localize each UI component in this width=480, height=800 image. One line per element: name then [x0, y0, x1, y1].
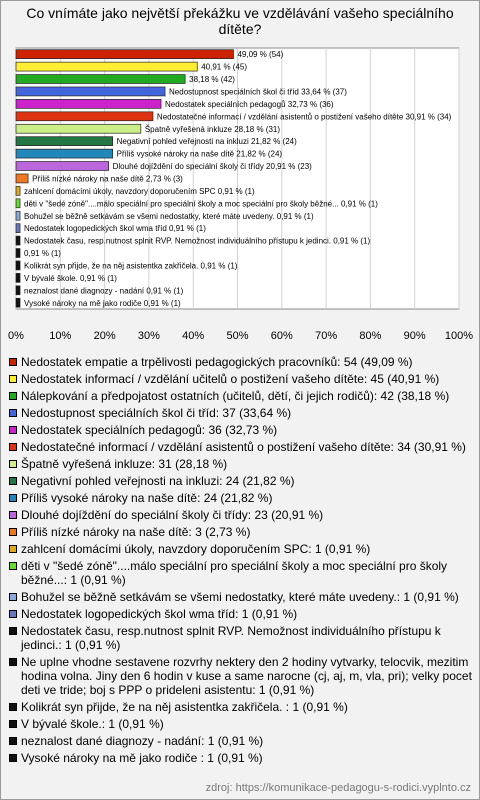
- bar: [16, 174, 28, 183]
- legend-swatch: [9, 426, 17, 434]
- x-tick-label: 80%: [359, 330, 382, 342]
- bar: [16, 99, 161, 108]
- bar-value-label: Příliš nízké nároky na naše dítě 2,73 % (3): [32, 174, 183, 184]
- legend-item: [9, 423, 475, 437]
- x-tick-label: 50%: [226, 330, 249, 342]
- bar: [16, 224, 20, 233]
- bar: [16, 249, 20, 258]
- legend-item: [9, 751, 475, 765]
- legend-swatch: [9, 358, 17, 366]
- legend-item: [9, 372, 475, 386]
- bar-value-label: Vysoké nároky na mě jako rodiče 0,91 % (1): [24, 298, 181, 308]
- legend-swatch: [9, 460, 17, 468]
- bar-value-label: V bývalé škole. 0,91 % (1): [24, 273, 117, 283]
- legend-swatch: [9, 562, 17, 570]
- bar: [16, 75, 185, 84]
- bar-value-label: Dlouhé dojíždění do speciální školy či třídy 20,91 % (23): [112, 162, 312, 172]
- legend-label: Nedostatek času, resp.nutnost splnit RVP. Nemožnost individuálního přístupu k jedinci.: 1 (0,91 %): [21, 624, 441, 652]
- legend-item: [9, 457, 475, 471]
- legend-label: Nedostatek logopedických škol wma tříd: 1 (0,91 %): [21, 607, 298, 621]
- bar-value-label: neznalost dané diagnozy - nadání 0,91 % (1): [24, 286, 184, 296]
- bar: [16, 87, 165, 96]
- legend-swatch: [9, 477, 17, 485]
- bar: [16, 236, 20, 245]
- x-tick-label: 30%: [137, 330, 160, 342]
- legend-swatch: [9, 593, 17, 601]
- bar-value-label: 40,91 % (45): [201, 62, 248, 72]
- bar-value-label: Nedostatek času, resp.nutnost splnit RVP. Nemožnost individuálního přístupu k jedinci. 0,91 % (1): [24, 236, 371, 246]
- legend-swatch: [9, 658, 17, 666]
- x-tick-label: 0%: [8, 330, 24, 342]
- legend-swatch: [9, 409, 17, 417]
- bar-value-label: Nedostupnost speciálních škol či tříd 33,64 % (37): [169, 87, 347, 97]
- legend-item: [9, 440, 475, 454]
- legend-item: [9, 590, 475, 604]
- bar-value-label: Nedostatečné informací / vzdělání asistentů o postižení vašeho dítěte 30,91 % (34): [156, 112, 452, 122]
- bar: [16, 62, 197, 71]
- legend-swatch: [9, 392, 17, 400]
- legend-label: Nedostatek speciálních pedagogů: 36 (32,73 %): [21, 423, 278, 437]
- legend-swatch: [9, 375, 17, 383]
- bar: [16, 199, 20, 208]
- legend-item: [9, 406, 475, 420]
- bar: [16, 211, 20, 220]
- x-tick-label: 100%: [444, 330, 474, 342]
- legend-item: [9, 700, 475, 714]
- chart-title: Co vnímáte jako největší překážku ve vzdělávání vašeho speciálního dítěte?: [26, 5, 454, 37]
- bar: [16, 273, 20, 282]
- bar: [16, 149, 113, 158]
- x-tick-label: 70%: [315, 330, 338, 342]
- legend-swatch: [9, 528, 17, 536]
- bar-value-label: Nedostatek logopedických škol wma tříd 0,91 % (1): [24, 224, 206, 234]
- bar: [16, 298, 20, 307]
- legend-label: Nálepkování a předpojatost ostatních (učitelů, dětí, či jejich rodičů): 42 (38,18 %): [21, 389, 450, 403]
- legend-label: Špatně vyřešená inkluze: 31 (28,18 %): [21, 457, 228, 471]
- legend-item: [9, 389, 475, 403]
- legend-item: [9, 542, 475, 556]
- legend-item: [9, 559, 475, 587]
- bar-chart-plot: [1, 1, 479, 353]
- legend-swatch: [9, 720, 17, 728]
- legend-label: Kolikrát syn přijde, že na něj asistentka zakřičela. : 1 (0,91 %): [21, 700, 348, 714]
- bar-value-label: Bohužel se běžně setkávám se všemi nedostatky, které máte uvedeny. 0,91 % (1): [24, 211, 314, 221]
- legend-swatch: [9, 511, 17, 519]
- x-tick-label: 60%: [270, 330, 293, 342]
- legend-label: Nedostupnost speciálních škol či tříd: 37 (33,64 %): [21, 406, 292, 420]
- legend-label: Příliš vysoké nároky na naše dítě: 24 (21,82 %): [21, 491, 273, 505]
- legend-label: Nedostatek empatie a trpělivosti pedagogických pracovníků: 54 (49,09 %): [21, 355, 413, 369]
- source-credit: zdroj: https://komunikace-pedagogu-s-rodici.vyplnto.cz: [205, 782, 471, 794]
- legend-label: děti v "šedé zóně"....málo speciální pro speciální školy a moc speciální pro školy běžné...: 1 (0,91 %): [21, 559, 448, 587]
- legend-item: [9, 607, 475, 621]
- legend-label: Nedostatečné informací / vzdělání asistentů o postižení vašeho dítěte: 34 (30,91 %): [21, 440, 466, 454]
- legend-swatch: [9, 737, 17, 745]
- bar: [16, 137, 113, 146]
- x-tick-label: 10%: [49, 330, 72, 342]
- legend-swatch: [9, 627, 17, 635]
- bar-value-label: 49,09 % (54): [237, 50, 284, 60]
- legend-item: [9, 474, 475, 488]
- legend-label: V bývalé škole.: 1 (0,91 %): [21, 717, 164, 731]
- legend-swatch: [9, 443, 17, 451]
- bar-value-label: Negativní pohled veřejnosti na inkluzi 21,82 % (24): [116, 137, 297, 147]
- bar-value-label: Nedostatek speciálních pedagogů 32,73 % (36): [164, 99, 334, 109]
- legend-item: [9, 624, 475, 652]
- legend-swatch: [9, 754, 17, 762]
- legend-item: [9, 525, 475, 539]
- bar: [16, 186, 20, 195]
- bar: [16, 112, 153, 121]
- legend-item: [9, 491, 475, 505]
- bar: [16, 50, 233, 59]
- legend-item: [9, 355, 475, 369]
- x-tick-label: 20%: [93, 330, 116, 342]
- bar: [16, 261, 20, 270]
- legend-item: [9, 734, 475, 748]
- x-tick-label: 90%: [403, 330, 426, 342]
- legend-label: Vysoké nároky na mě jako rodiče : 1 (0,91 %): [21, 751, 263, 765]
- bar-value-label: Špatně vyřešená inkluze 28,18 % (31): [144, 124, 281, 134]
- legend-swatch: [9, 494, 17, 502]
- bar-value-label: 0,91 % (1): [24, 249, 61, 259]
- chart-legend: [9, 355, 475, 768]
- legend-label: Ne uplne vhodne sestavene rozvrhy nektery den 2 hodiny vytvarky, telocvik, mezitim hodina volna. Jiny den 6 hodin v kuse a same narocne (cj, aj, m, vla, pri); velky pocet deti ve tride; boj s PPP o prideleni asistentu: 1 (0,91 %): [21, 655, 472, 697]
- bar-value-label: zahlcení domácími úkoly, navzdory doporučením SPC 0,91 % (1): [24, 186, 255, 196]
- legend-label: Bohužel se běžně setkávám se všemi nedostatky, které máte uvedeny.: 1 (0,91 %): [21, 590, 459, 604]
- legend-label: Dlouhé dojíždění do speciální školy či třídy: 23 (20,91 %): [21, 508, 324, 522]
- bar-value-label: 38,18 % (42): [189, 75, 235, 85]
- bar: [16, 162, 109, 171]
- bar: [16, 286, 20, 295]
- bar-value-label: děti v "šedé zóně"....málo speciální pro speciální školy a moc speciální pro školy běžné... 0,91 % (1): [24, 199, 378, 209]
- legend-item: [9, 655, 475, 697]
- legend-label: Příliš nízké nároky na naše dítě: 3 (2,73 %): [21, 525, 251, 539]
- legend-swatch: [9, 545, 17, 553]
- legend-swatch: [9, 703, 17, 711]
- bar: [16, 124, 141, 133]
- bar-value-label: Kolikrát syn přijde, že na něj asistentka zakřičela. 0,91 % (1): [24, 261, 238, 271]
- legend-label: zahlcení domácími úkoly, navzdory doporučením SPC: 1 (0,91 %): [21, 542, 371, 556]
- legend-label: neznalost dané diagnozy - nadání: 1 (0,91 %): [21, 734, 264, 748]
- legend-swatch: [9, 610, 17, 618]
- legend-item: [9, 717, 475, 731]
- x-tick-label: 40%: [182, 330, 205, 342]
- legend-label: Negativní pohled veřejnosti na inkluzi: 24 (21,82 %): [21, 474, 295, 488]
- bar-value-label: Příliš vysoké nároky na naše dítě 21,82 % (24): [116, 149, 283, 159]
- legend-label: Nedostatek informací / vzdělání učitelů o postižení vašeho dítěte: 45 (40,91 %): [21, 372, 440, 386]
- legend-item: [9, 508, 475, 522]
